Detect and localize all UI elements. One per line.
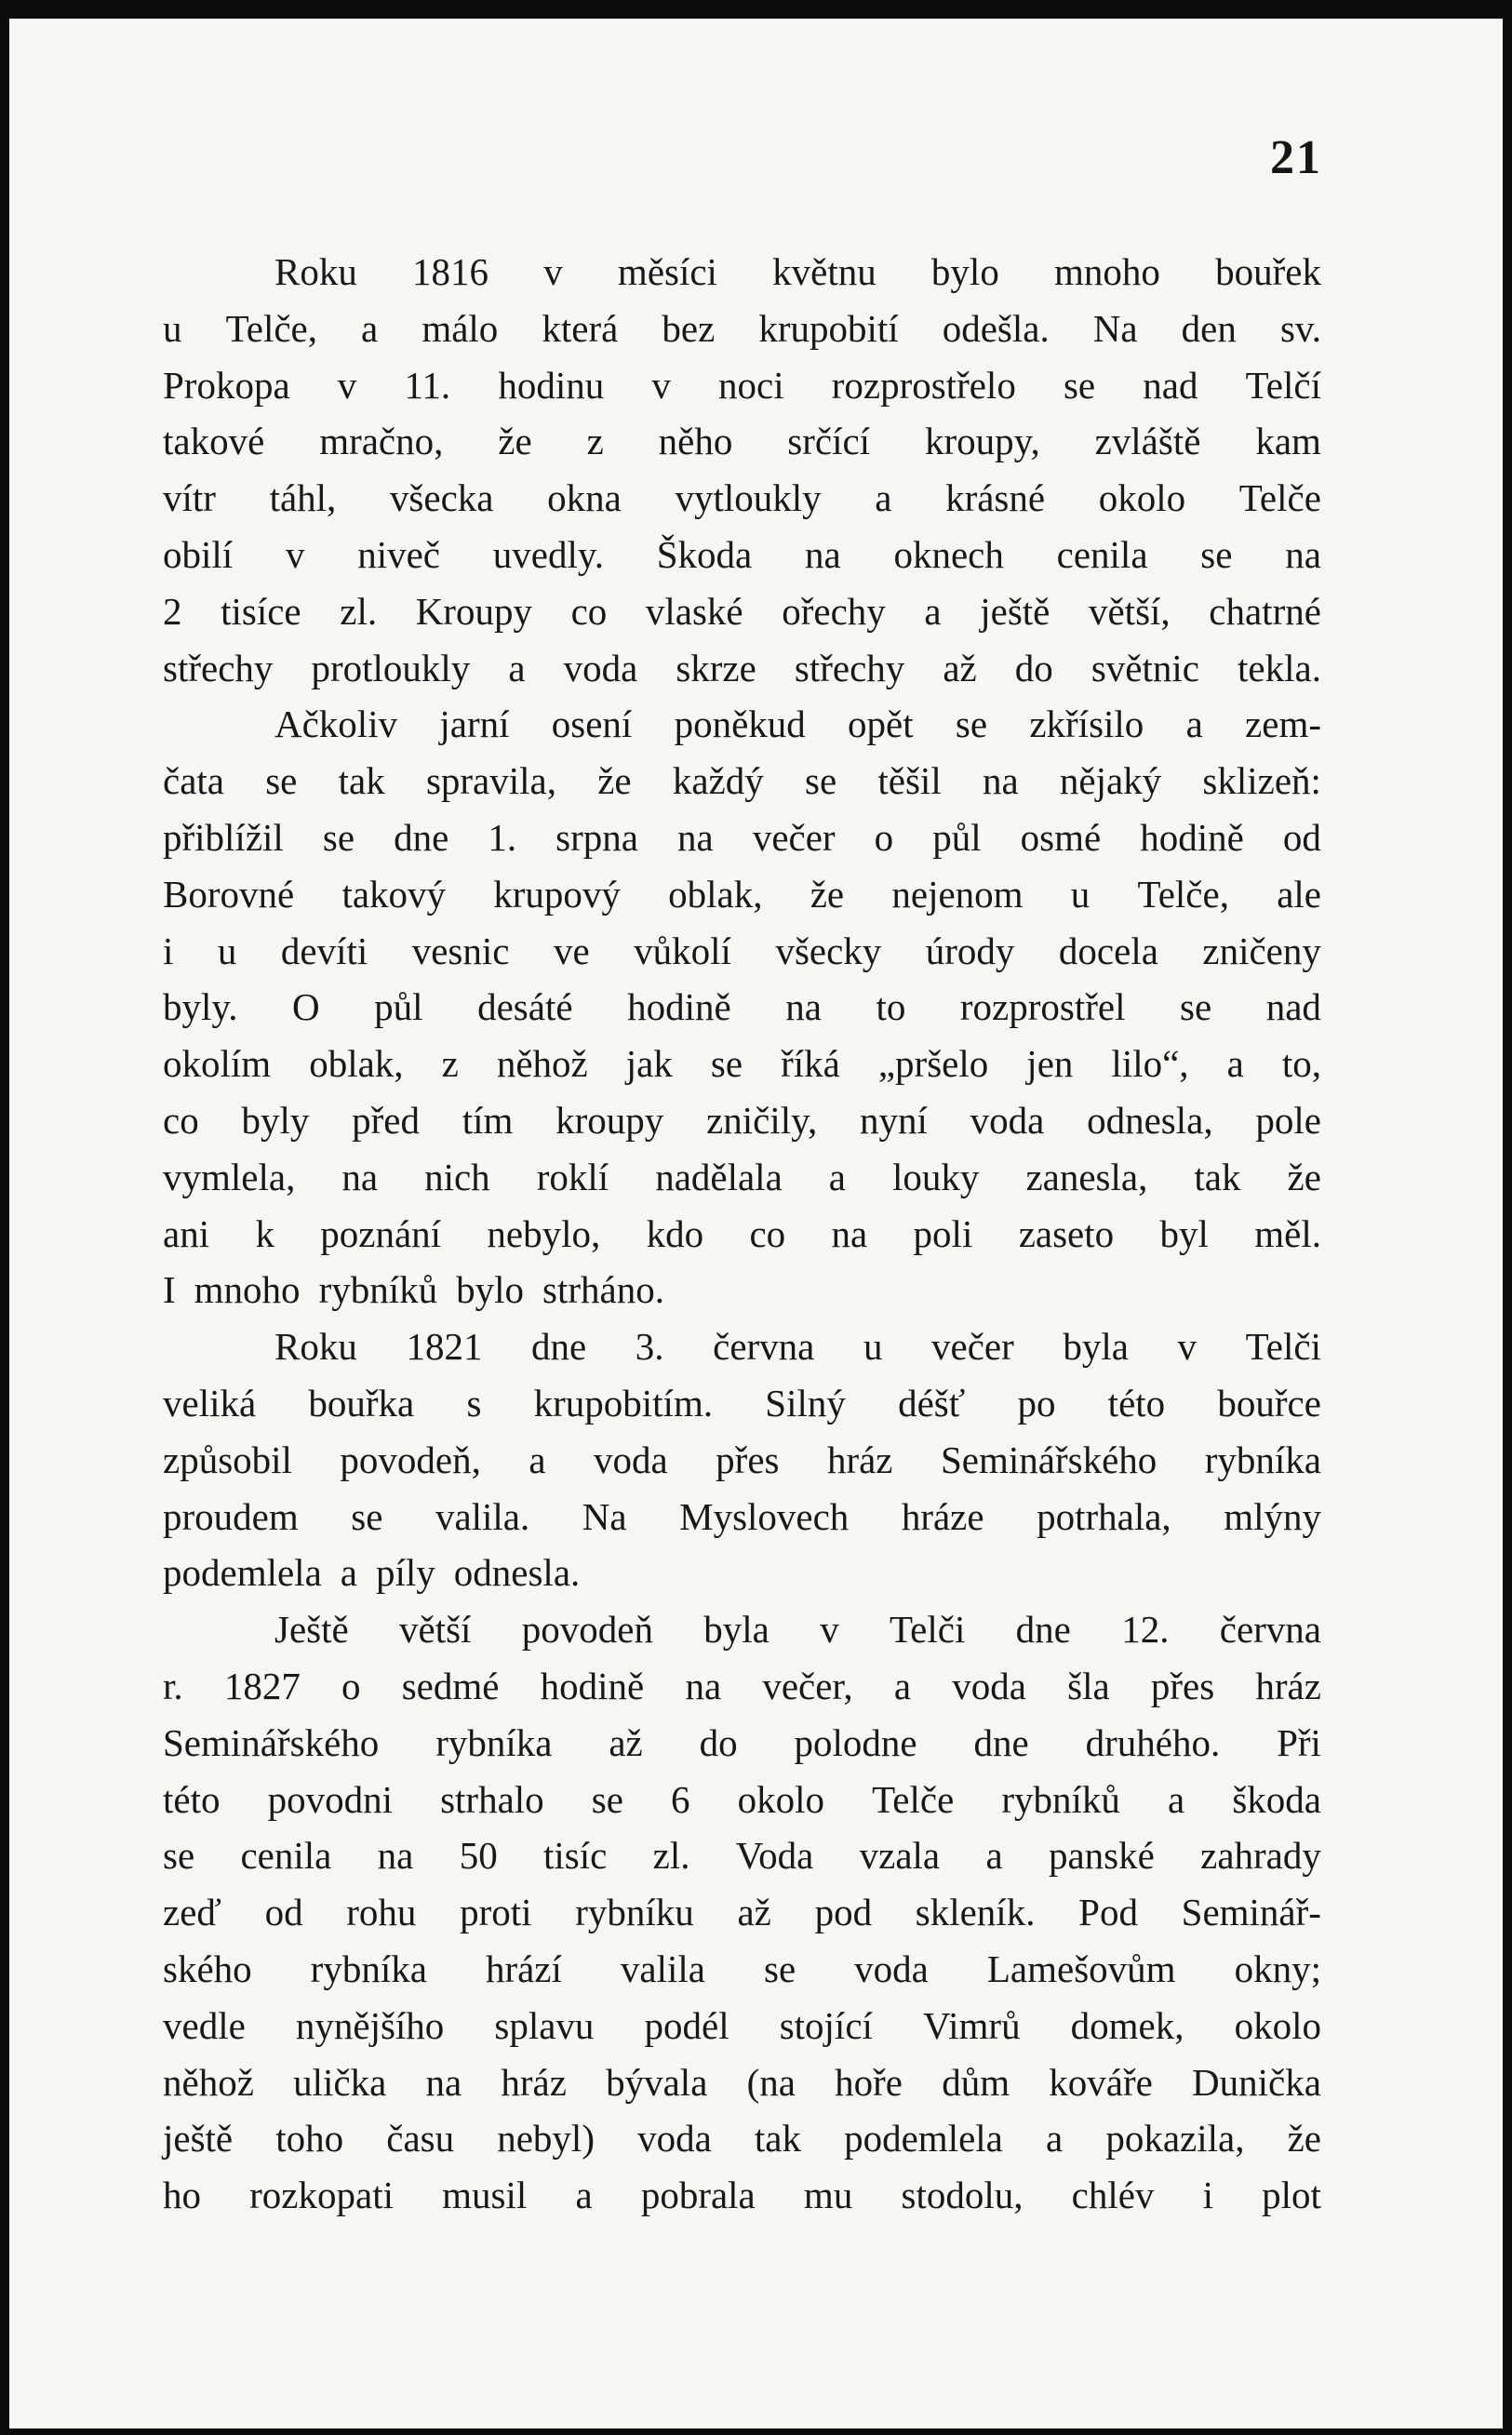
text-line: ani k poznání nebylo, kdo co na poli zaseto byl měl.	[163, 1211, 1321, 1255]
text-line: podemlela a píly odnesla.	[163, 1551, 581, 1595]
text-line: Ačkoliv jarní osení poněkud opět se zkřísilo a zem-	[274, 702, 1321, 746]
text-line: vítr táhl, všecka okna vytloukly a krásné okolo Telče	[163, 476, 1321, 520]
text-line: I mnoho rybníků bylo strháno.	[163, 1268, 664, 1312]
text-line: veliká bouřka s krupobitím. Silný déšť po této bouřce	[163, 1381, 1321, 1425]
text-line: co byly před tím kroupy zničily, nyní voda odnesla, pole	[163, 1098, 1321, 1142]
text-line: i u devíti vesnic ve vůkolí všecky úrody docela zničeny	[163, 929, 1321, 972]
text-line: zeď od rohu proti rybníku až pod skleník. Pod Seminář-	[163, 1891, 1321, 1934]
text-line: Roku 1816 v měsíci květnu bylo mnoho bouřek	[274, 250, 1321, 293]
text-line: okolím oblak, z něhož jak se říká „pršelo jen lilo“, a to,	[163, 1042, 1321, 1086]
text-line: ského rybníka hrází valila se voda Lamešovům okny;	[163, 1947, 1321, 1990]
text-line: takové mračno, že z něho srčící kroupy, zvláště kam	[163, 420, 1321, 463]
text-line: Roku 1821 dne 3. června u večer byla v Telči	[274, 1325, 1321, 1369]
text-line: způsobil povodeň, a voda přes hráz Seminářského rybníka	[163, 1438, 1321, 1481]
text-line: přiblížil se dne 1. srpna na večer o půl osmé hodině od	[163, 815, 1321, 859]
text-line: r. 1827 o sedmé hodině na večer, a voda šla přes hráz	[163, 1664, 1321, 1707]
text-line: vymlela, na nich roklí nadělala a louky zanesla, tak že	[163, 1155, 1321, 1198]
text-line: této povodni strhalo se 6 okolo Telče rybníků a škoda	[163, 1777, 1321, 1821]
text-line: 2 tisíce zl. Kroupy co vlaské ořechy a ještě větší, chatrné	[163, 589, 1321, 633]
text-line: se cenila na 50 tisíc zl. Voda vzala a panské zahrady	[163, 1834, 1321, 1878]
text-line: Seminářského rybníka až do polodne dne druhého. Při	[163, 1720, 1321, 1764]
text-line: Ještě větší povodeň byla v Telči dne 12. června	[274, 1608, 1321, 1652]
text-line: ještě toho času nebyl) voda tak podemlela a pokazila, že	[163, 2117, 1321, 2161]
body-text	[163, 244, 1321, 2224]
text-line: u Telče, a málo která bez krupobití odešla. Na den sv.	[163, 306, 1321, 350]
book-page	[9, 19, 1503, 2428]
text-line: proudem se valila. Na Myslovech hráze potrhala, mlýny	[163, 1494, 1321, 1538]
text-line: byly. O půl desáté hodině na to rozprostřel se nad	[163, 985, 1321, 1029]
text-line: střechy protloukly a voda skrze střechy až do světnic tekla.	[163, 646, 1321, 689]
text-line: ho rozkopati musil a pobrala mu stodolu, chlév i plot	[163, 2174, 1321, 2217]
text-line: něhož ulička na hráz bývala (na hoře dům kováře Dunička	[163, 2060, 1321, 2104]
page-number: 21	[1270, 131, 1322, 184]
text-line: obilí v niveč uvedly. Škoda na oknech cenila se na	[163, 532, 1321, 576]
text-line: vedle nynějšího splavu podél stojící Vimrů domek, okolo	[163, 2003, 1321, 2047]
text-line: Borovné takový krupový oblak, že nejenom u Telče, ale	[163, 872, 1321, 916]
text-line: čata se tak spravila, že každý se těšil na nějaký sklizeň:	[163, 759, 1321, 803]
text-line: Prokopa v 11. hodinu v noci rozprostřelo se nad Telčí	[163, 363, 1321, 407]
